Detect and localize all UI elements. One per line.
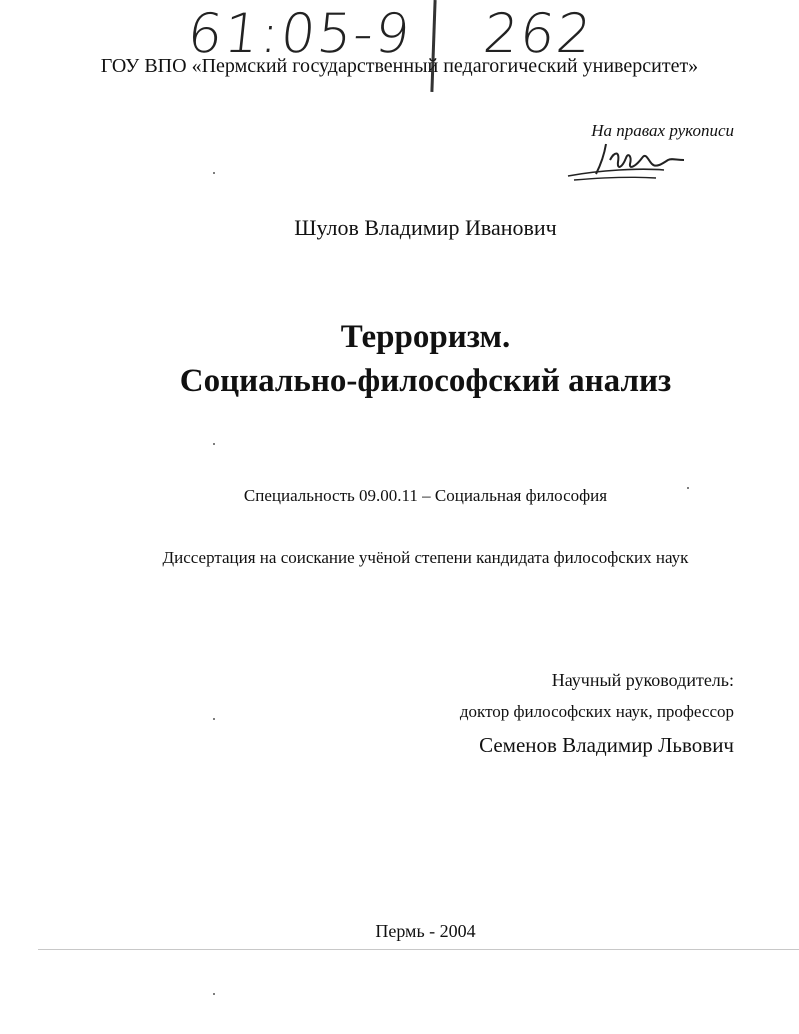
archive-code-number: 61:05-9 [184, 2, 415, 65]
thesis-title-line-1: Терроризм. [340, 319, 511, 355]
archive-code-suffix: 262 [480, 2, 597, 65]
manuscript-label: На правах рукописи [591, 121, 734, 140]
city-year: Пермь - 2004 [375, 921, 476, 941]
advisor-label: Научный руководитель: [551, 670, 734, 690]
institution-header: ГОУ ВПО «Пермский государственный педагогический университет» [100, 55, 699, 77]
scan-speck [213, 993, 215, 995]
scan-speck [213, 443, 215, 445]
scan-artifact-line [38, 949, 799, 950]
specialty: Специальность 09.00.11 – Социальная философия [243, 486, 608, 505]
scan-speck [213, 718, 215, 720]
thesis-title-line-2: Социально-философский анализ [179, 363, 672, 399]
advisor-title: доктор философских наук, профессор [459, 702, 734, 721]
signature-icon [560, 130, 700, 186]
scan-speck [687, 487, 689, 489]
thesis-title [0, 315, 799, 403]
advisor-block [460, 668, 734, 759]
advisor-name: Семенов Владимир Львович [479, 733, 734, 757]
degree-statement: Диссертация на соискание учёной степени кандидата философских наук [162, 548, 689, 567]
author-name: Шулов Владимир Иванович [294, 215, 557, 240]
scan-speck [213, 172, 215, 174]
